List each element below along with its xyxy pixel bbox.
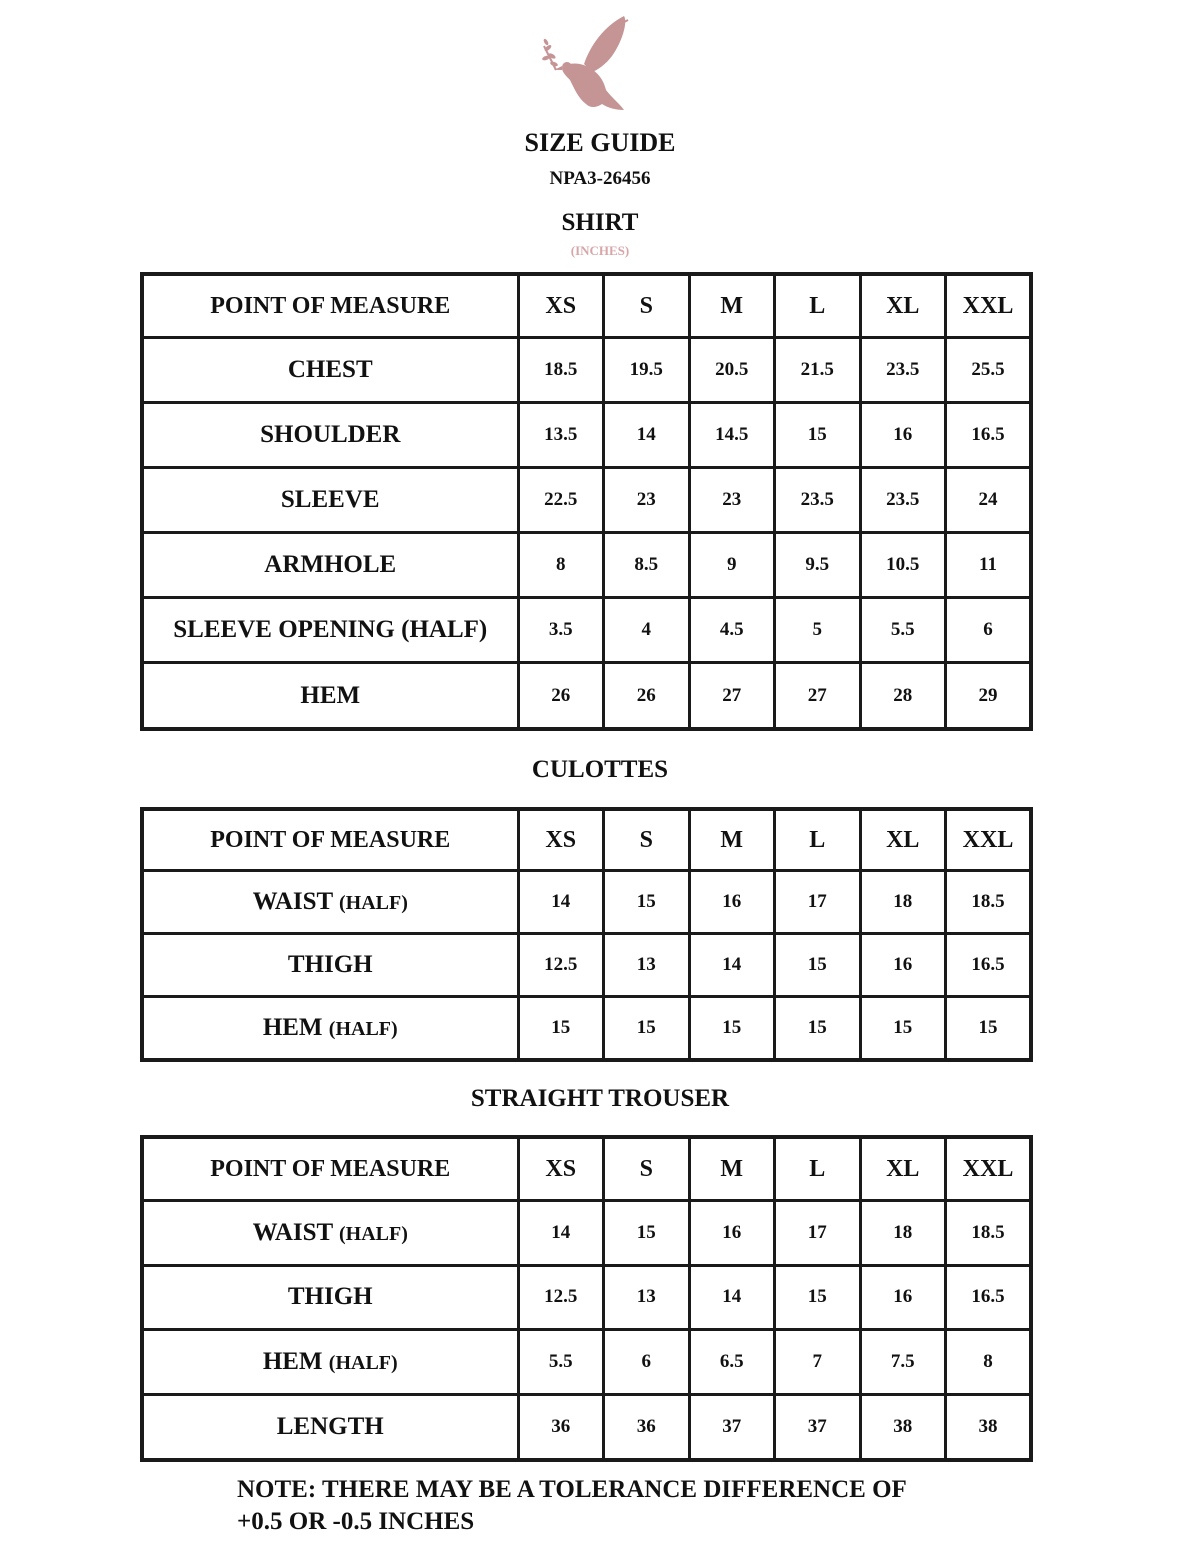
measure-label-text: HEM xyxy=(262,1013,323,1041)
measure-value: 15 xyxy=(775,933,861,996)
trouser-size-table xyxy=(140,1135,1033,1462)
measure-label-suffix: (HALF) xyxy=(339,892,408,915)
header-point-of-measure: POINT OF MEASURE xyxy=(142,1137,518,1201)
measure-value: 14.5 xyxy=(689,403,775,468)
measure-label xyxy=(142,533,518,598)
measure-value: 18.5 xyxy=(946,1201,1032,1266)
measure-value: 16.5 xyxy=(946,933,1032,996)
measure-value: 15 xyxy=(946,996,1032,1060)
measure-label-suffix: (HALF) xyxy=(328,1352,398,1375)
measure-label-suffix: (HALF) xyxy=(328,1017,398,1040)
header-size-xl: XL xyxy=(860,1137,946,1201)
shirt-size-table xyxy=(140,272,1033,731)
measure-value: 37 xyxy=(689,1394,775,1460)
measure-value: 15 xyxy=(604,1201,690,1266)
measure-value: 14 xyxy=(689,1265,775,1330)
measure-value: 5.5 xyxy=(518,1330,604,1395)
measure-value: 14 xyxy=(518,1201,604,1266)
measure-value: 15 xyxy=(775,996,861,1060)
measure-label xyxy=(142,403,518,468)
measure-value: 23.5 xyxy=(860,338,946,403)
table-row xyxy=(142,468,1031,533)
measure-value: 16 xyxy=(689,871,775,934)
measure-label xyxy=(142,1394,518,1460)
measure-label xyxy=(142,1265,518,1330)
measure-value: 15 xyxy=(518,996,604,1060)
measure-value: 17 xyxy=(775,871,861,934)
measure-label-suffix: (HALF) xyxy=(339,1222,408,1245)
measure-value: 13.5 xyxy=(518,403,604,468)
measure-value: 18 xyxy=(860,871,946,934)
measure-value: 12.5 xyxy=(518,1265,604,1330)
measure-value: 13 xyxy=(604,933,690,996)
measure-value: 4.5 xyxy=(689,598,775,663)
table-row xyxy=(142,338,1031,403)
measure-label-text: THIGH xyxy=(287,950,373,978)
measure-value: 7 xyxy=(775,1330,861,1395)
measure-value: 18.5 xyxy=(518,338,604,403)
measure-value: 26 xyxy=(518,663,604,729)
measure-value: 20.5 xyxy=(689,338,775,403)
measure-value: 18.5 xyxy=(946,871,1032,934)
header-point-of-measure: POINT OF MEASURE xyxy=(142,809,518,871)
measure-value: 16 xyxy=(689,1201,775,1266)
header-size-xxl: XXL xyxy=(946,809,1032,871)
header-size-m: M xyxy=(689,809,775,871)
header-size-m: M xyxy=(689,1137,775,1201)
measure-value: 36 xyxy=(604,1394,690,1460)
measure-value: 15 xyxy=(775,403,861,468)
header-size-xl: XL xyxy=(860,809,946,871)
measure-value: 8.5 xyxy=(604,533,690,598)
measure-label-text: ARMHOLE xyxy=(264,551,397,579)
header-size-xs: XS xyxy=(518,274,604,338)
culottes-section-title: CULOTTES xyxy=(531,756,669,783)
header-size-l: L xyxy=(775,1137,861,1201)
measure-value: 16 xyxy=(860,933,946,996)
measure-value: 5.5 xyxy=(860,598,946,663)
measure-value: 16 xyxy=(860,403,946,468)
measure-label-text: SLEEVE xyxy=(280,486,380,514)
tolerance-note-line-2: +0.5 OR -0.5 INCHES xyxy=(237,1508,475,1535)
measure-value: 36 xyxy=(518,1394,604,1460)
measure-value: 13 xyxy=(604,1265,690,1330)
measure-label-text: SLEEVE OPENING (HALF) xyxy=(173,616,488,644)
measure-value: 22.5 xyxy=(518,468,604,533)
measure-label-text: HEM xyxy=(300,681,361,709)
measure-value: 6 xyxy=(604,1330,690,1395)
measure-value: 10.5 xyxy=(860,533,946,598)
measure-value: 38 xyxy=(860,1394,946,1460)
measure-value: 14 xyxy=(604,403,690,468)
shirt-section-title: SHIRT xyxy=(561,209,639,236)
measure-value: 14 xyxy=(689,933,775,996)
measure-label-text: CHEST xyxy=(287,356,373,384)
header-point-of-measure: POINT OF MEASURE xyxy=(142,274,518,338)
tolerance-note xyxy=(237,1474,907,1538)
measure-label-text: THIGH xyxy=(287,1283,373,1311)
table-row xyxy=(142,533,1031,598)
measure-value: 9 xyxy=(689,533,775,598)
header-size-s: S xyxy=(604,809,690,871)
measure-value: 8 xyxy=(518,533,604,598)
measure-value: 23 xyxy=(689,468,775,533)
tolerance-note-line-1: NOTE: THERE MAY BE A TOLERANCE DIFFERENCE OF xyxy=(237,1476,907,1503)
measure-value: 24 xyxy=(946,468,1032,533)
measure-label xyxy=(142,933,518,996)
measure-label-text: LENGTH xyxy=(276,1412,384,1440)
table-row xyxy=(142,1394,1031,1460)
measure-value: 15 xyxy=(604,996,690,1060)
dove-with-olive-branch-icon xyxy=(540,12,632,116)
header-size-xl: XL xyxy=(860,274,946,338)
table-header-row xyxy=(142,1137,1031,1201)
measure-value: 6.5 xyxy=(689,1330,775,1395)
table-row xyxy=(142,996,1031,1060)
table-row xyxy=(142,403,1031,468)
measure-value: 37 xyxy=(775,1394,861,1460)
measure-value: 27 xyxy=(689,663,775,729)
table-row xyxy=(142,1201,1031,1266)
measure-value: 27 xyxy=(775,663,861,729)
measure-label-text: WAIST xyxy=(252,1218,333,1246)
table-row xyxy=(142,1330,1031,1395)
measure-value: 5 xyxy=(775,598,861,663)
measure-value: 8 xyxy=(946,1330,1032,1395)
measure-value: 6 xyxy=(946,598,1032,663)
measure-label xyxy=(142,468,518,533)
header-size-s: S xyxy=(604,274,690,338)
culottes-size-table xyxy=(140,807,1033,1062)
table-row xyxy=(142,663,1031,729)
measure-value: 29 xyxy=(946,663,1032,729)
header-size-l: L xyxy=(775,274,861,338)
measure-value: 9.5 xyxy=(775,533,861,598)
header-size-s: S xyxy=(604,1137,690,1201)
measure-value: 4 xyxy=(604,598,690,663)
table-row xyxy=(142,871,1031,934)
table-header-row xyxy=(142,809,1031,871)
measure-value: 18 xyxy=(860,1201,946,1266)
measure-value: 23.5 xyxy=(860,468,946,533)
measure-value: 38 xyxy=(946,1394,1032,1460)
page-title: SIZE GUIDE xyxy=(524,128,676,157)
measure-label xyxy=(142,338,518,403)
measure-value: 15 xyxy=(860,996,946,1060)
measure-label xyxy=(142,996,518,1060)
measure-value: 23 xyxy=(604,468,690,533)
measure-value: 15 xyxy=(604,871,690,934)
measure-value: 23.5 xyxy=(775,468,861,533)
table-row xyxy=(142,598,1031,663)
measure-value: 16.5 xyxy=(946,403,1032,468)
trouser-section-title: STRAIGHT TROUSER xyxy=(470,1085,730,1112)
measure-value: 12.5 xyxy=(518,933,604,996)
header-size-m: M xyxy=(689,274,775,338)
measure-label xyxy=(142,1201,518,1266)
measure-label-text: SHOULDER xyxy=(260,421,401,449)
measure-value: 28 xyxy=(860,663,946,729)
header-size-xs: XS xyxy=(518,809,604,871)
measure-value: 26 xyxy=(604,663,690,729)
product-code: NPA3-26456 xyxy=(549,168,651,189)
shirt-units-label: (INCHES) xyxy=(570,243,630,258)
header-size-xxl: XXL xyxy=(946,1137,1032,1201)
measure-label-text: WAIST xyxy=(252,888,333,916)
measure-label xyxy=(142,871,518,934)
measure-label xyxy=(142,663,518,729)
header-size-xs: XS xyxy=(518,1137,604,1201)
measure-label xyxy=(142,598,518,663)
header-size-l: L xyxy=(775,809,861,871)
measure-value: 15 xyxy=(689,996,775,1060)
measure-value: 17 xyxy=(775,1201,861,1266)
table-header-row xyxy=(142,274,1031,338)
measure-label-text: HEM xyxy=(262,1348,323,1376)
measure-value: 25.5 xyxy=(946,338,1032,403)
measure-value: 16.5 xyxy=(946,1265,1032,1330)
table-row xyxy=(142,933,1031,996)
table-row xyxy=(142,1265,1031,1330)
measure-value: 21.5 xyxy=(775,338,861,403)
measure-value: 11 xyxy=(946,533,1032,598)
header-size-xxl: XXL xyxy=(946,274,1032,338)
measure-label xyxy=(142,1330,518,1395)
measure-value: 7.5 xyxy=(860,1330,946,1395)
measure-value: 16 xyxy=(860,1265,946,1330)
measure-value: 3.5 xyxy=(518,598,604,663)
measure-value: 15 xyxy=(775,1265,861,1330)
measure-value: 14 xyxy=(518,871,604,934)
measure-value: 19.5 xyxy=(604,338,690,403)
